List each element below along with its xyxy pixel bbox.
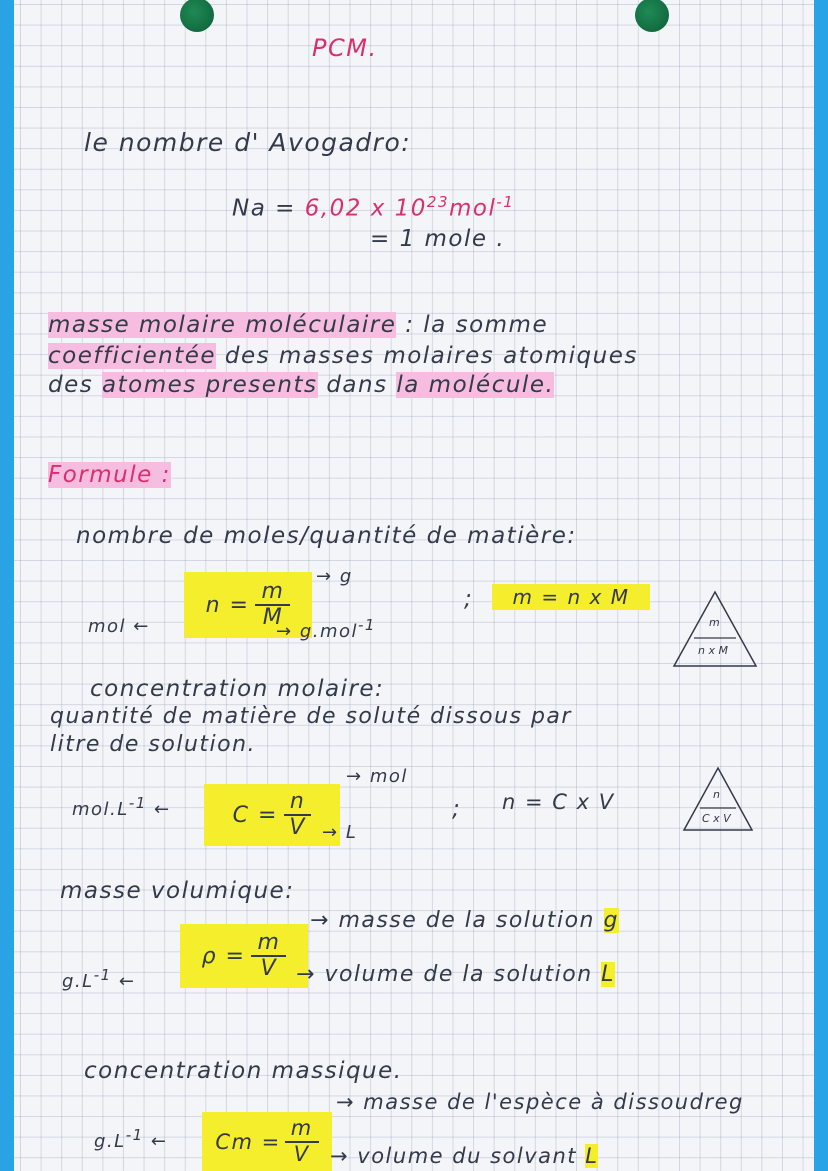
moles-num-unit: → g (316, 566, 353, 587)
density-num: m (251, 931, 286, 957)
formulas-heading-text: Formule : (48, 462, 171, 488)
density-den-label-text: volume de la solution (324, 962, 593, 987)
moles-triangle (672, 590, 758, 668)
mass-concentration-den-label: → volume du solvant L (330, 1144, 599, 1168)
density-left-unit-text: g.L (62, 971, 94, 992)
binder-hole-right (635, 0, 669, 32)
molar-mass-line-3-a: des (48, 372, 94, 398)
concentration-separator: ; (452, 796, 462, 822)
mass-concentration-left-unit (94, 1126, 167, 1152)
moles-n: n = (205, 592, 250, 618)
density-num-unit: g (603, 908, 619, 933)
density-den-unit: L (601, 962, 615, 987)
density-den: V (260, 956, 278, 981)
density-left-unit-exp: -1 (93, 966, 112, 984)
binder-hole-left (180, 0, 214, 32)
mass-concentration-den-label-text: volume du solvant (357, 1144, 578, 1168)
molar-mass-line-2 (48, 343, 638, 369)
concentration-num-unit-text: mol (369, 766, 408, 787)
moles-alt-box (492, 584, 650, 610)
concentration-triangle-top: n (713, 788, 720, 801)
na-unit-exponent: -1 (496, 193, 515, 211)
avogadro-equals-mole: = 1 mole . (370, 226, 506, 252)
concentration-alt: n = C x V (502, 790, 615, 814)
mass-concentration-left-unit-exp: -1 (125, 1126, 144, 1144)
mass-concentration-den: V (293, 1141, 310, 1166)
concentration-num: n (284, 790, 311, 816)
density-rho: ρ = (201, 943, 246, 969)
density-formula-box (180, 924, 308, 988)
molar-mass-atoms: atomes presents (102, 372, 318, 398)
concentration-formula-box (204, 784, 340, 846)
na-value: 6,02 x 10 (304, 195, 427, 222)
concentration-desc-2: litre de solution. (50, 732, 257, 757)
concentration-num-unit: → mol (346, 766, 408, 787)
concentration-den-unit: → L (322, 822, 358, 843)
concentration-fraction (284, 790, 311, 840)
density-fraction (251, 931, 286, 981)
concentration-desc-1: quantité de matière de soluté dissous par (50, 704, 572, 729)
page-title: PCM. (312, 34, 378, 62)
concentration-left-unit-exp: -1 (128, 794, 147, 812)
density-left-unit (62, 966, 135, 992)
moles-den-unit: → g.mol$^{-1}$ (276, 616, 376, 642)
na-exponent: 23 (426, 193, 450, 211)
mass-concentration-title: concentration massique. (84, 1058, 403, 1084)
concentration-left-unit-text: mol.L (72, 799, 129, 820)
moles-triangle-bottom: n x M (698, 644, 728, 657)
moles-left-unit: mol ← (88, 616, 150, 637)
formulas-heading (48, 462, 171, 488)
na-unit: mol (449, 195, 497, 222)
mass-concentration-num-label-text: masse de l'espèce à dissoudre (363, 1090, 729, 1114)
avogadro-title: le nombre d' Avogadro: (84, 128, 412, 157)
molar-mass-term: masse molaire moléculaire (48, 312, 397, 338)
moles-den-unit-text: g.mol (299, 621, 359, 642)
mass-concentration-num: m (285, 1117, 319, 1142)
density-title: masse volumique: (60, 878, 295, 904)
density-num-label: → masse de la solution g (310, 908, 619, 933)
moles-den: M (262, 605, 284, 630)
concentration-c: C = (232, 802, 278, 828)
concentration-den: V (289, 815, 306, 840)
mass-concentration-formula-box (202, 1112, 332, 1171)
moles-title: nombre de moles/quantité de matière: (76, 523, 577, 549)
moles-num-unit-text: g (339, 566, 353, 587)
moles-num: m (255, 580, 290, 606)
molar-mass-coefficient: coefficientée (48, 343, 217, 369)
mass-concentration-arrow: ← (150, 1131, 168, 1152)
molar-mass-line-1 (48, 312, 548, 338)
concentration-triangle (682, 766, 754, 832)
molar-mass-line-3-c: dans (326, 372, 388, 398)
mass-concentration-num-unit: g (729, 1090, 744, 1114)
avogadro-formula (232, 193, 514, 222)
molar-mass-line-1-text: : la somme (405, 312, 549, 338)
moles-alt: m = n x M (512, 585, 630, 609)
concentration-den-unit-text: L (345, 822, 358, 843)
mass-concentration-cm: Cm = (215, 1129, 281, 1154)
concentration-title: concentration molaire: (90, 676, 385, 702)
concentration-arrow: ← (154, 799, 171, 820)
mass-concentration-num-label: → masse de l'espèce à dissoudreg (336, 1090, 744, 1114)
moles-den-unit-exp: -1 (358, 616, 376, 634)
molar-mass-line-2-text: des masses molaires atomiques (224, 343, 638, 369)
density-arrow: ← (118, 971, 136, 992)
molar-mass-molecule: la molécule. (396, 372, 555, 398)
notebook-page (14, 0, 814, 1171)
concentration-left-unit (72, 794, 171, 820)
moles-separator: ; (464, 586, 474, 612)
na-label: Na = (232, 195, 296, 222)
molar-mass-line-3 (48, 372, 554, 398)
density-num-label-text: masse de la solution (338, 908, 596, 933)
density-den-label: → volume de la solution L (296, 962, 615, 987)
mass-concentration-den-unit: L (585, 1144, 599, 1168)
mass-concentration-left-unit-text: g.L (94, 1131, 126, 1152)
mass-concentration-fraction (285, 1117, 319, 1165)
moles-triangle-top: m (709, 616, 720, 629)
concentration-triangle-bottom: C x V (702, 812, 731, 825)
